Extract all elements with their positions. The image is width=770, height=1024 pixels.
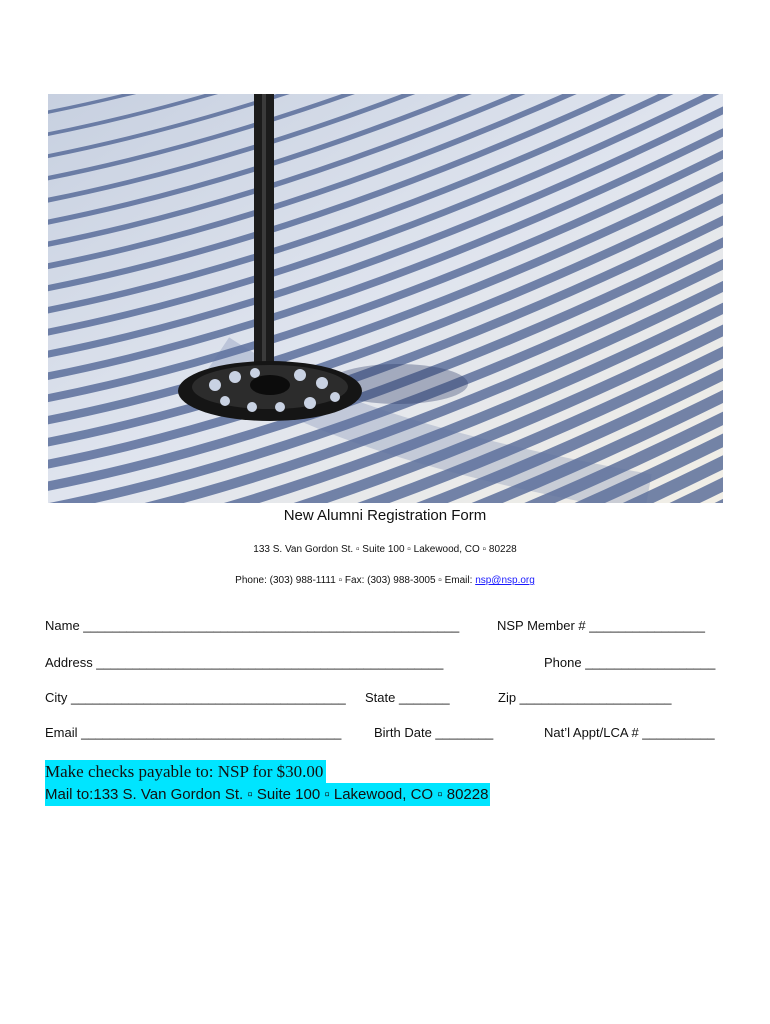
mailing-instructions: Mail to:133 S. Van Gordon St. ▫ Suite 100 ▫ Lakewood, CO ▫ 80228: [45, 783, 490, 806]
form-title: New Alumni Registration Form: [283, 507, 487, 524]
address-field[interactable]: Address ________________________________________________: [45, 655, 444, 670]
organization-address: 133 S. Van Gordon St. ▫ Suite 100 ▫ Lakewood, CO ▫ 80228: [253, 544, 517, 555]
email-field[interactable]: Email ____________________________________: [45, 725, 342, 740]
contact-phone-fax: Phone: (303) 988-1111 ▫ Fax: (303) 988-3005 ▫ Email:: [235, 575, 476, 586]
birth-date-field[interactable]: Birth Date ________: [374, 725, 494, 740]
payment-instructions: Make checks payable to: NSP for $30.00: [45, 760, 326, 783]
name-field[interactable]: Name ____________________________________________________: [45, 618, 460, 633]
email-link[interactable]: nsp@nsp.org: [475, 575, 535, 586]
zip-field[interactable]: Zip _____________________: [498, 690, 672, 705]
city-field[interactable]: City ______________________________________: [45, 690, 346, 705]
natl-appt-field[interactable]: Nat’l Appt/LCA # __________: [544, 725, 715, 740]
phone-field[interactable]: Phone __________________: [544, 655, 716, 670]
nsp-member-field[interactable]: NSP Member # ________________: [497, 618, 705, 633]
contact-line: [0, 575, 770, 586]
ski-pole-photo: [48, 94, 723, 503]
state-field[interactable]: State _______: [365, 690, 450, 705]
